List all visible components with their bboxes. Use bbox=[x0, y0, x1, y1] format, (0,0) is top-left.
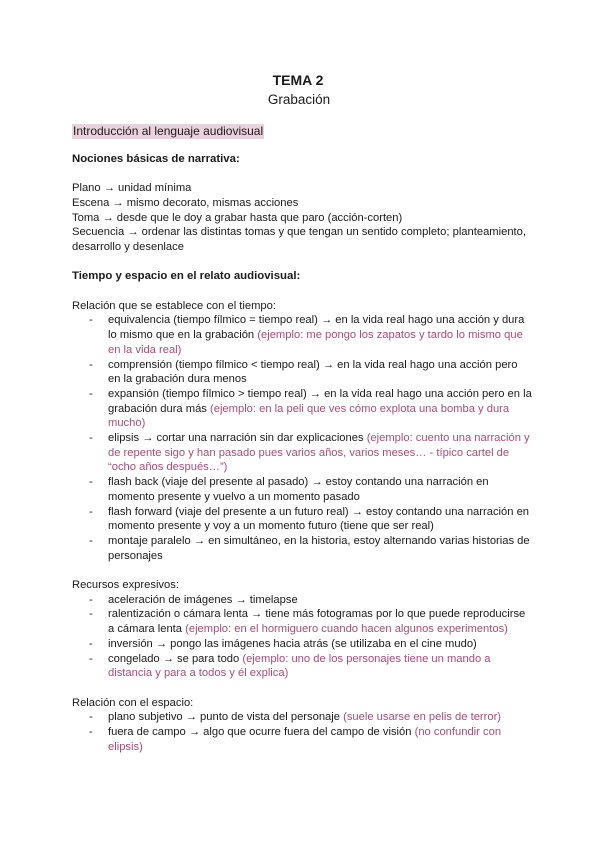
list-item bbox=[72, 313, 532, 357]
example-note: (ejemplo: cuento una narración y de repente sigo y han pasado pues varios años, varios meses… - típico cartel de “ocho años después…”) bbox=[108, 432, 530, 474]
list-item bbox=[72, 607, 532, 636]
item-text: fuera de campo → algo que ocurre fuera del campo de visión bbox=[108, 726, 415, 739]
recursos-list bbox=[72, 593, 532, 681]
relacion-tiempo-list bbox=[72, 313, 532, 563]
document-subtitle: Grabación bbox=[267, 92, 331, 107]
document-title: TEMA 2 bbox=[272, 72, 324, 88]
item-text: expansión (tiempo fílmico > tiempo real) → en la vida real hago una acción pero en la grabación dura más bbox=[108, 387, 532, 415]
list-item bbox=[72, 534, 532, 563]
recursos-intro: Recursos expresivos: bbox=[72, 579, 179, 592]
example-note: (ejemplo: uno de los personajes tiene un mando a distancia y para a todos y él explica) bbox=[108, 652, 491, 680]
narrativa-heading: Nociones básicas de narrativa: bbox=[72, 152, 240, 165]
list-item bbox=[72, 593, 532, 608]
relacion-espacio-intro: Relación con el espacio: bbox=[72, 696, 194, 709]
item-text: ralentización o cámara lenta → tiene más fotogramas por lo que puede reproducirse a cámara lenta bbox=[108, 608, 526, 636]
example-note: (ejemplo: en la peli que ves cómo explota una bomba y dura mucho) bbox=[108, 402, 510, 430]
example-note: (ejemplo: en el hormiguero cuando hacen algunos experimentos) bbox=[185, 623, 508, 636]
item-text: plano subjetivo → punto de vista del personaje bbox=[108, 711, 344, 724]
relacion-espacio-list bbox=[72, 710, 532, 754]
item-text: elipsis → cortar una narración sin dar explicaciones bbox=[108, 432, 367, 445]
narrativa-line: Escena → mismo decorato, mismas acciones bbox=[72, 196, 299, 209]
narrativa-line: Plano → unidad mínima bbox=[72, 182, 192, 195]
example-note: (ejemplo: me pongo los zapatos y tardo lo mismo que en la vida real) bbox=[108, 329, 523, 356]
narrativa-lines bbox=[72, 181, 532, 255]
list-item bbox=[72, 710, 532, 725]
relacion-tiempo-intro: Relación que se establece con el tiempo: bbox=[72, 299, 276, 312]
list-item bbox=[72, 652, 532, 681]
item-text: inversión → pongo las imágenes hacia atrás (se utilizaba en el cine mudo) bbox=[108, 637, 477, 650]
list-item bbox=[72, 431, 532, 475]
item-text: comprensión (tiempo fílmico < tiempo real) → en la vida real hago una acción pero en la grabación dura menos bbox=[108, 358, 518, 386]
item-text: flash forward (viaje del presente a un futuro real) → estoy contando una narración en momento presente y voy a un momento futuro (tiene que ser real) bbox=[108, 505, 530, 533]
item-text: montaje paralelo → en simultáneo, en la historia, estoy alternando varias historias de personajes bbox=[108, 534, 530, 562]
list-item bbox=[72, 505, 532, 534]
item-text: congelado → se para todo bbox=[108, 652, 243, 665]
narrativa-line: Toma → desde que le doy a grabar hasta que paro (acción-corten) bbox=[72, 211, 403, 224]
item-text: aceleración de imágenes → timelapse bbox=[108, 593, 298, 606]
item-text: flash back (viaje del presente al pasado) → estoy contando una narración en momento presente y vuelvo a un momento pasado bbox=[108, 476, 489, 503]
document-body bbox=[72, 124, 532, 754]
highlighted-heading: Introducción al lenguaje audiovisual bbox=[73, 124, 264, 138]
tiempo-espacio-heading: Tiempo y espacio en el relato audiovisual: bbox=[72, 270, 301, 283]
list-item bbox=[72, 358, 532, 387]
list-item bbox=[72, 725, 532, 754]
intro-heading bbox=[72, 124, 532, 140]
narrativa-line: Secuencia → ordenar las distintas tomas y que tengan un sentido completo; planteamiento, desarrollo y desenlace bbox=[72, 226, 526, 253]
list-item bbox=[72, 475, 532, 504]
list-item bbox=[72, 387, 532, 431]
example-note: (no confundir con elipsis) bbox=[108, 726, 502, 753]
item-text: equivalencia (tiempo fílmico = tiempo real) → en la vida real hago una acción y dura lo mismo que en la grabación bbox=[108, 314, 525, 342]
list-item bbox=[72, 637, 532, 652]
example-note: (suele usarse en pelis de terror) bbox=[343, 711, 502, 724]
